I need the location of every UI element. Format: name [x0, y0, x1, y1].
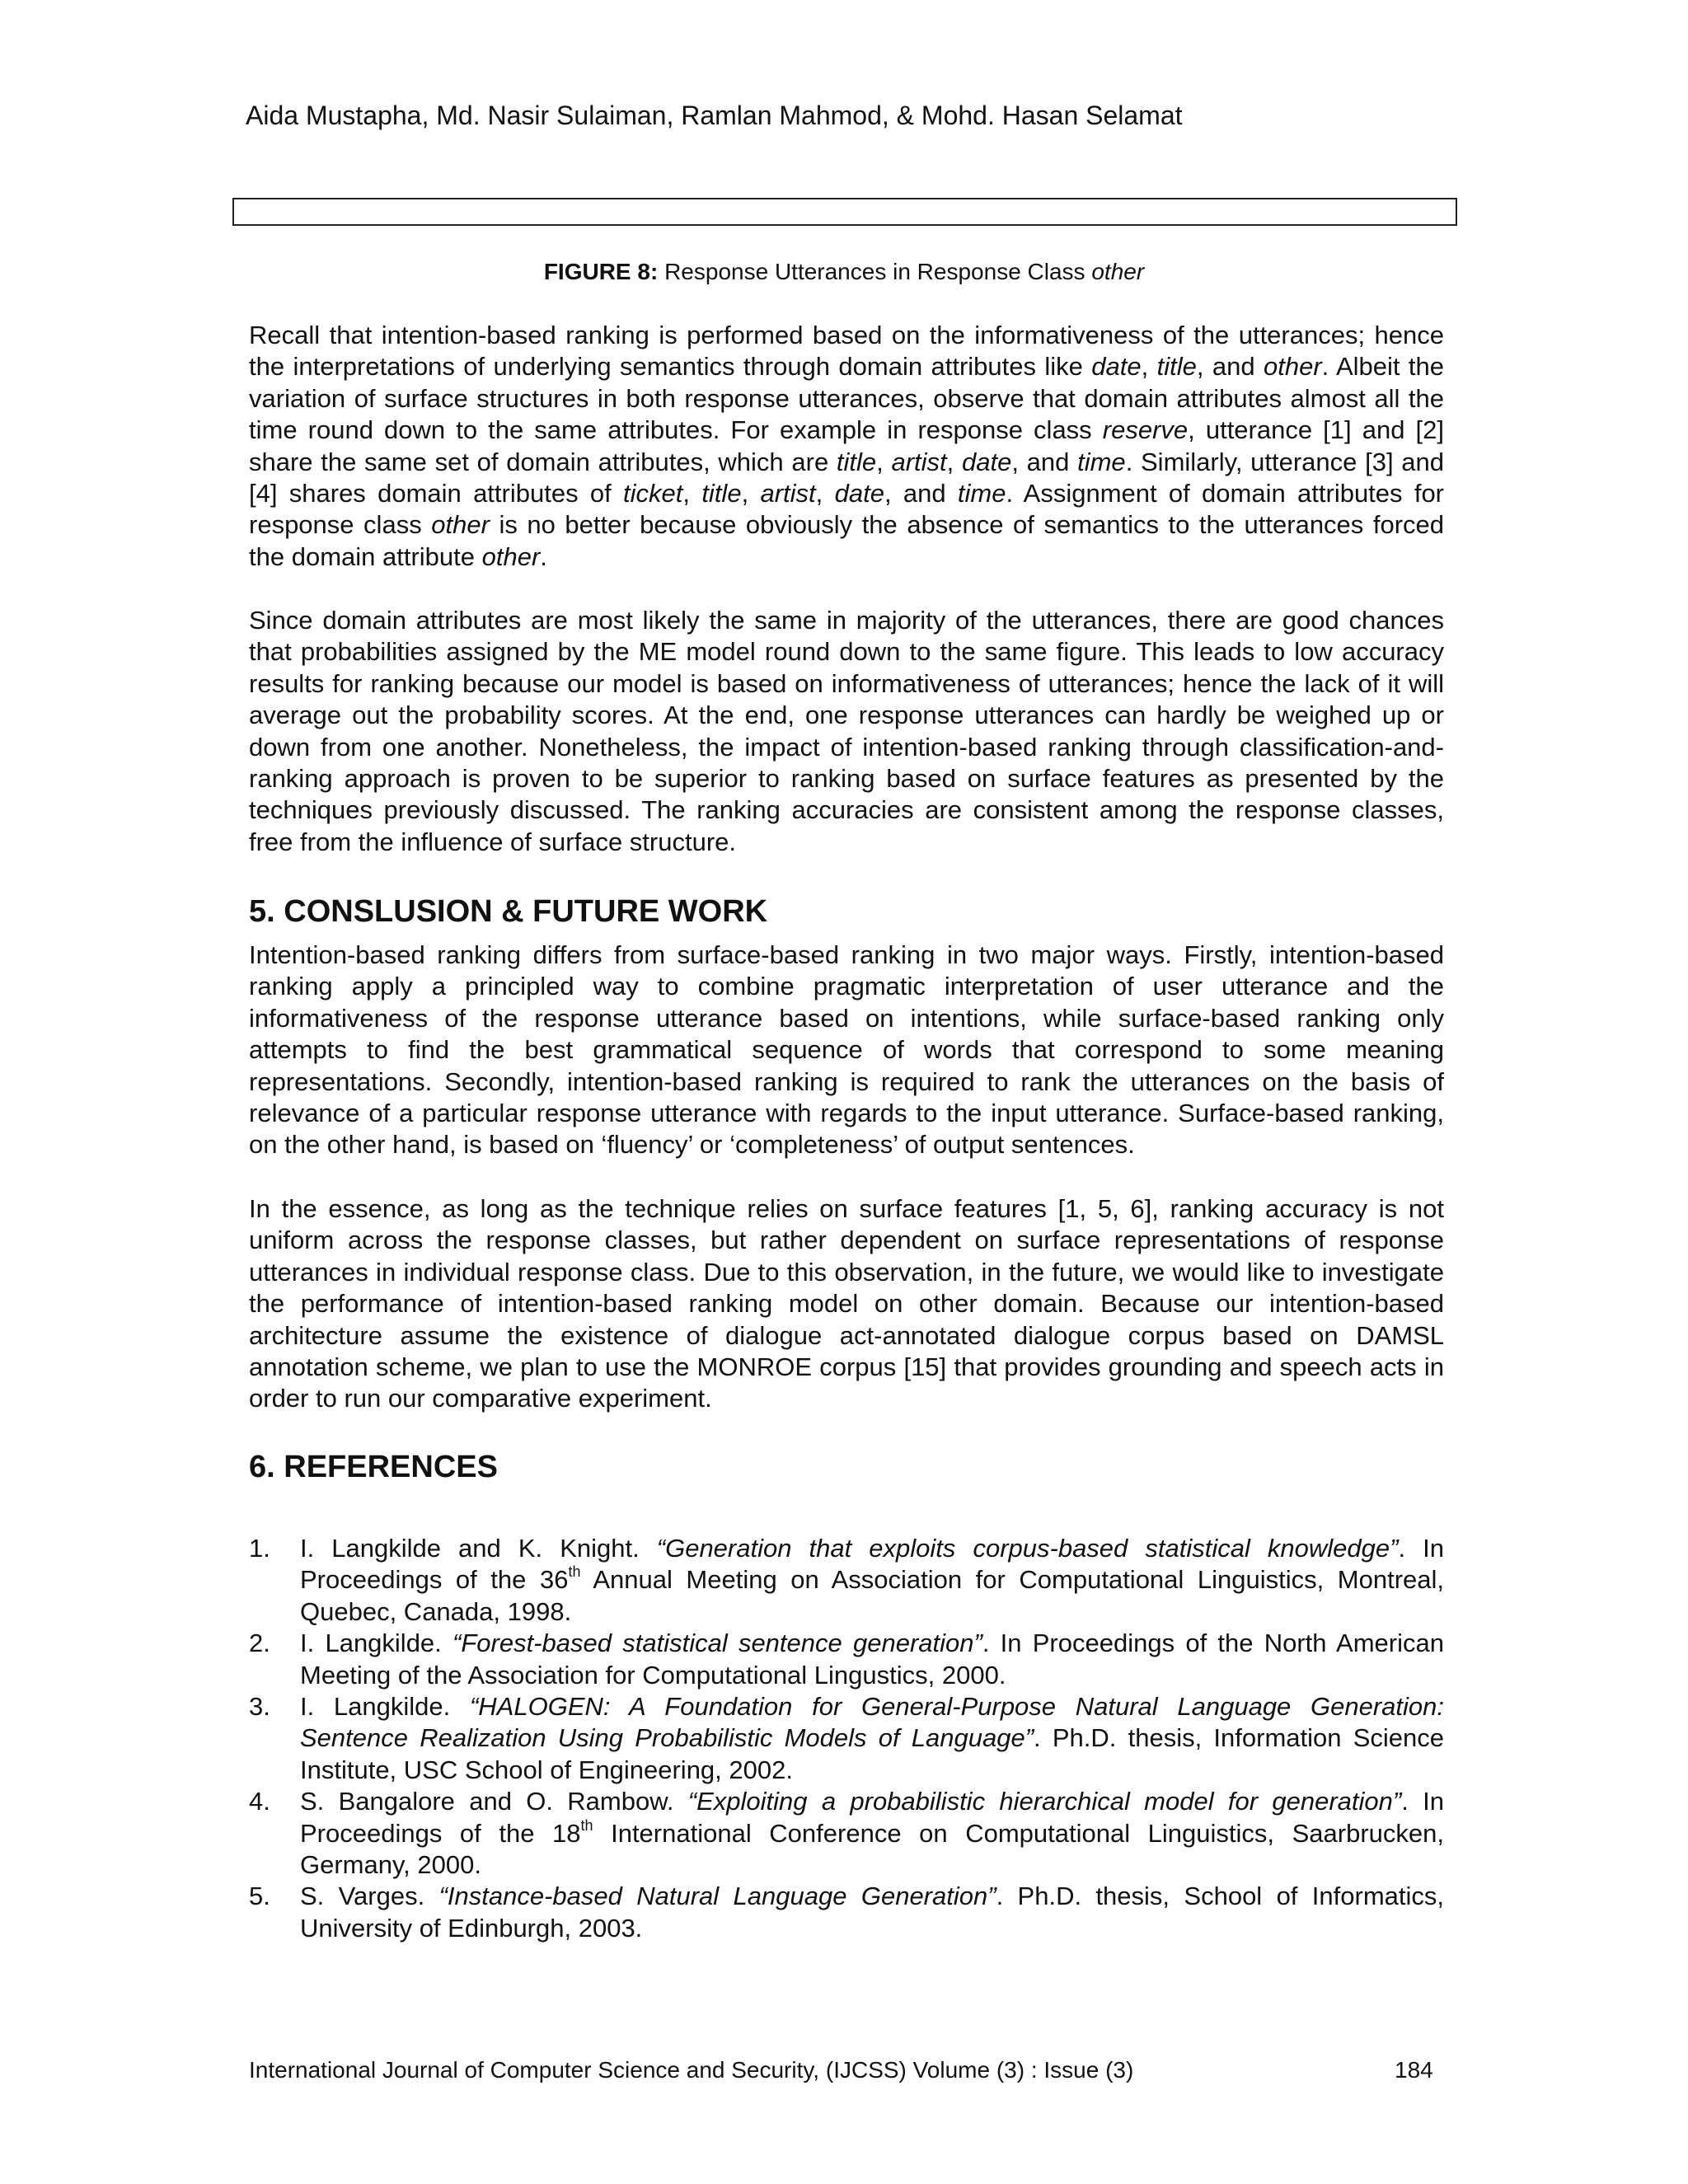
figure-frame: [232, 198, 1457, 226]
section-heading-conclusion: 5. CONSLUSION & FUTURE WORK: [249, 894, 768, 929]
reference-number: 4.: [249, 1787, 270, 1816]
reference-list: [249, 1533, 1444, 1944]
reference-number: 2.: [249, 1629, 270, 1658]
figure-label: FIGURE 8:: [543, 259, 659, 284]
body-paragraph-1: Recall that intention-based ranking is performed based on the informativeness of the utterances; hence the interpretations of underlying semantics through domain attributes like date, title, and other. Albeit the variation of surface structures in both response utterances, observe that domain attributes almost all the time round down to the same attributes. For example in response class reserve, utterance [1] and [2] share the same set of domain attributes, which are title, artist, date, and time. Similarly, utterance [3] and [4] shares domain attributes of ticket, title, artist, date, and time. Assignment of domain attributes for response class other is no better because obviously the absence of semantics to the utterances forced the domain attribute other.: [249, 321, 1445, 571]
figure-caption-emph: other: [1091, 259, 1145, 284]
reference-item: 5. S. Varges. “Instance-based Natural Language Generation”. Ph.D. thesis, School of Informatics, University of Edinburgh, 2003.: [249, 1882, 1444, 1943]
reference-item: 4. S. Bangalore and O. Rambow. “Exploiting a probabilistic hierarchical model for generation”. In Proceedings of the 18th International Conference on Computational Linguistics, Saarbrucken, Germany, 2000.: [249, 1787, 1444, 1880]
reference-item: 3. I. Langkilde. “HALOGEN: A Foundation for General-Purpose Natural Language Generation: Sentence Realization Using Probabilistic Models of Language”. Ph.D. thesis, Information Science Institute, USC School of Engineering, 2002.: [249, 1692, 1444, 1784]
reference-number: 3.: [249, 1692, 270, 1722]
section-heading-references: 6. REFERENCES: [249, 1450, 498, 1484]
figure-caption-text: Response Utterances in Response Class: [658, 259, 1092, 284]
page-number: 184: [1395, 2057, 1433, 2083]
body-paragraph-3: Intention-based ranking differs from surface-based ranking in two major ways. Firstly, intention-based ranking apply a principled way to combine pragmatic interpretation of user utterance and the informativeness of the response utterance based on intentions, while surface-based ranking only attempts to find the best grammatical sequence of words that correspond to some meaning representations. Secondly, intention-based ranking is required to rank the utterances on the basis of relevance of a particular response utterance with regards to the input utterance. Surface-based ranking, on the other hand, is based on ‘fluency’ or ‘completeness’ of output sentences.: [249, 940, 1444, 1160]
reference-number: 5.: [249, 1882, 270, 1911]
footer-journal: International Journal of Computer Science and Security, (IJCSS) Volume (3) : Issue (3): [249, 2057, 1134, 2083]
running-header: Aida Mustapha, Md. Nasir Sulaiman, Ramlan Mahmod, & Mohd. Hasan Selamat: [246, 101, 1183, 130]
reference-item: 1. I. Langkilde and K. Knight. “Generation that exploits corpus-based statistical knowledge”. In Proceedings of the 36th Annual Meeting on Association for Computational Linguistics, Montreal, Quebec, Canada, 1998.: [249, 1534, 1444, 1626]
figure-caption: [0, 257, 1688, 287]
body-paragraph-2: Since domain attributes are most likely the same in majority of the utterances, there are good chances that probabilities assigned by the ME model round down to the same figure. This leads to low accuracy results for ranking because our model is based on informativeness of utterances; hence the lack of it will average out the probability scores. At the end, one response utterances can hardly be weighed up or down from one another. Nonetheless, the impact of intention-based ranking through classification-and-ranking approach is proven to be superior to ranking based on surface features as presented by the techniques previously discussed. The ranking accuracies are consistent among the response classes, free from the influence of surface structure.: [249, 606, 1444, 856]
reference-item: 2. I. Langkilde. “Forest-based statistical sentence generation”. In Proceedings of the North American Meeting of the Association for Computational Lingustics, 2000.: [249, 1629, 1444, 1690]
body-paragraph-4: In the essence, as long as the technique relies on surface features [1, 5, 6], ranking accuracy is not uniform across the response classes, but rather dependent on surface representations of response utterances in individual response class. Due to this observation, in the future, we would like to investigate the performance of intention-based ranking model on other domain. Because our intention-based architecture assume the existence of dialogue act-annotated dialogue corpus based on DAMSL annotation scheme, we plan to use the MONROE corpus [15] that provides grounding and speech acts in order to run our comparative experiment.: [249, 1194, 1444, 1413]
reference-number: 1.: [249, 1534, 270, 1563]
